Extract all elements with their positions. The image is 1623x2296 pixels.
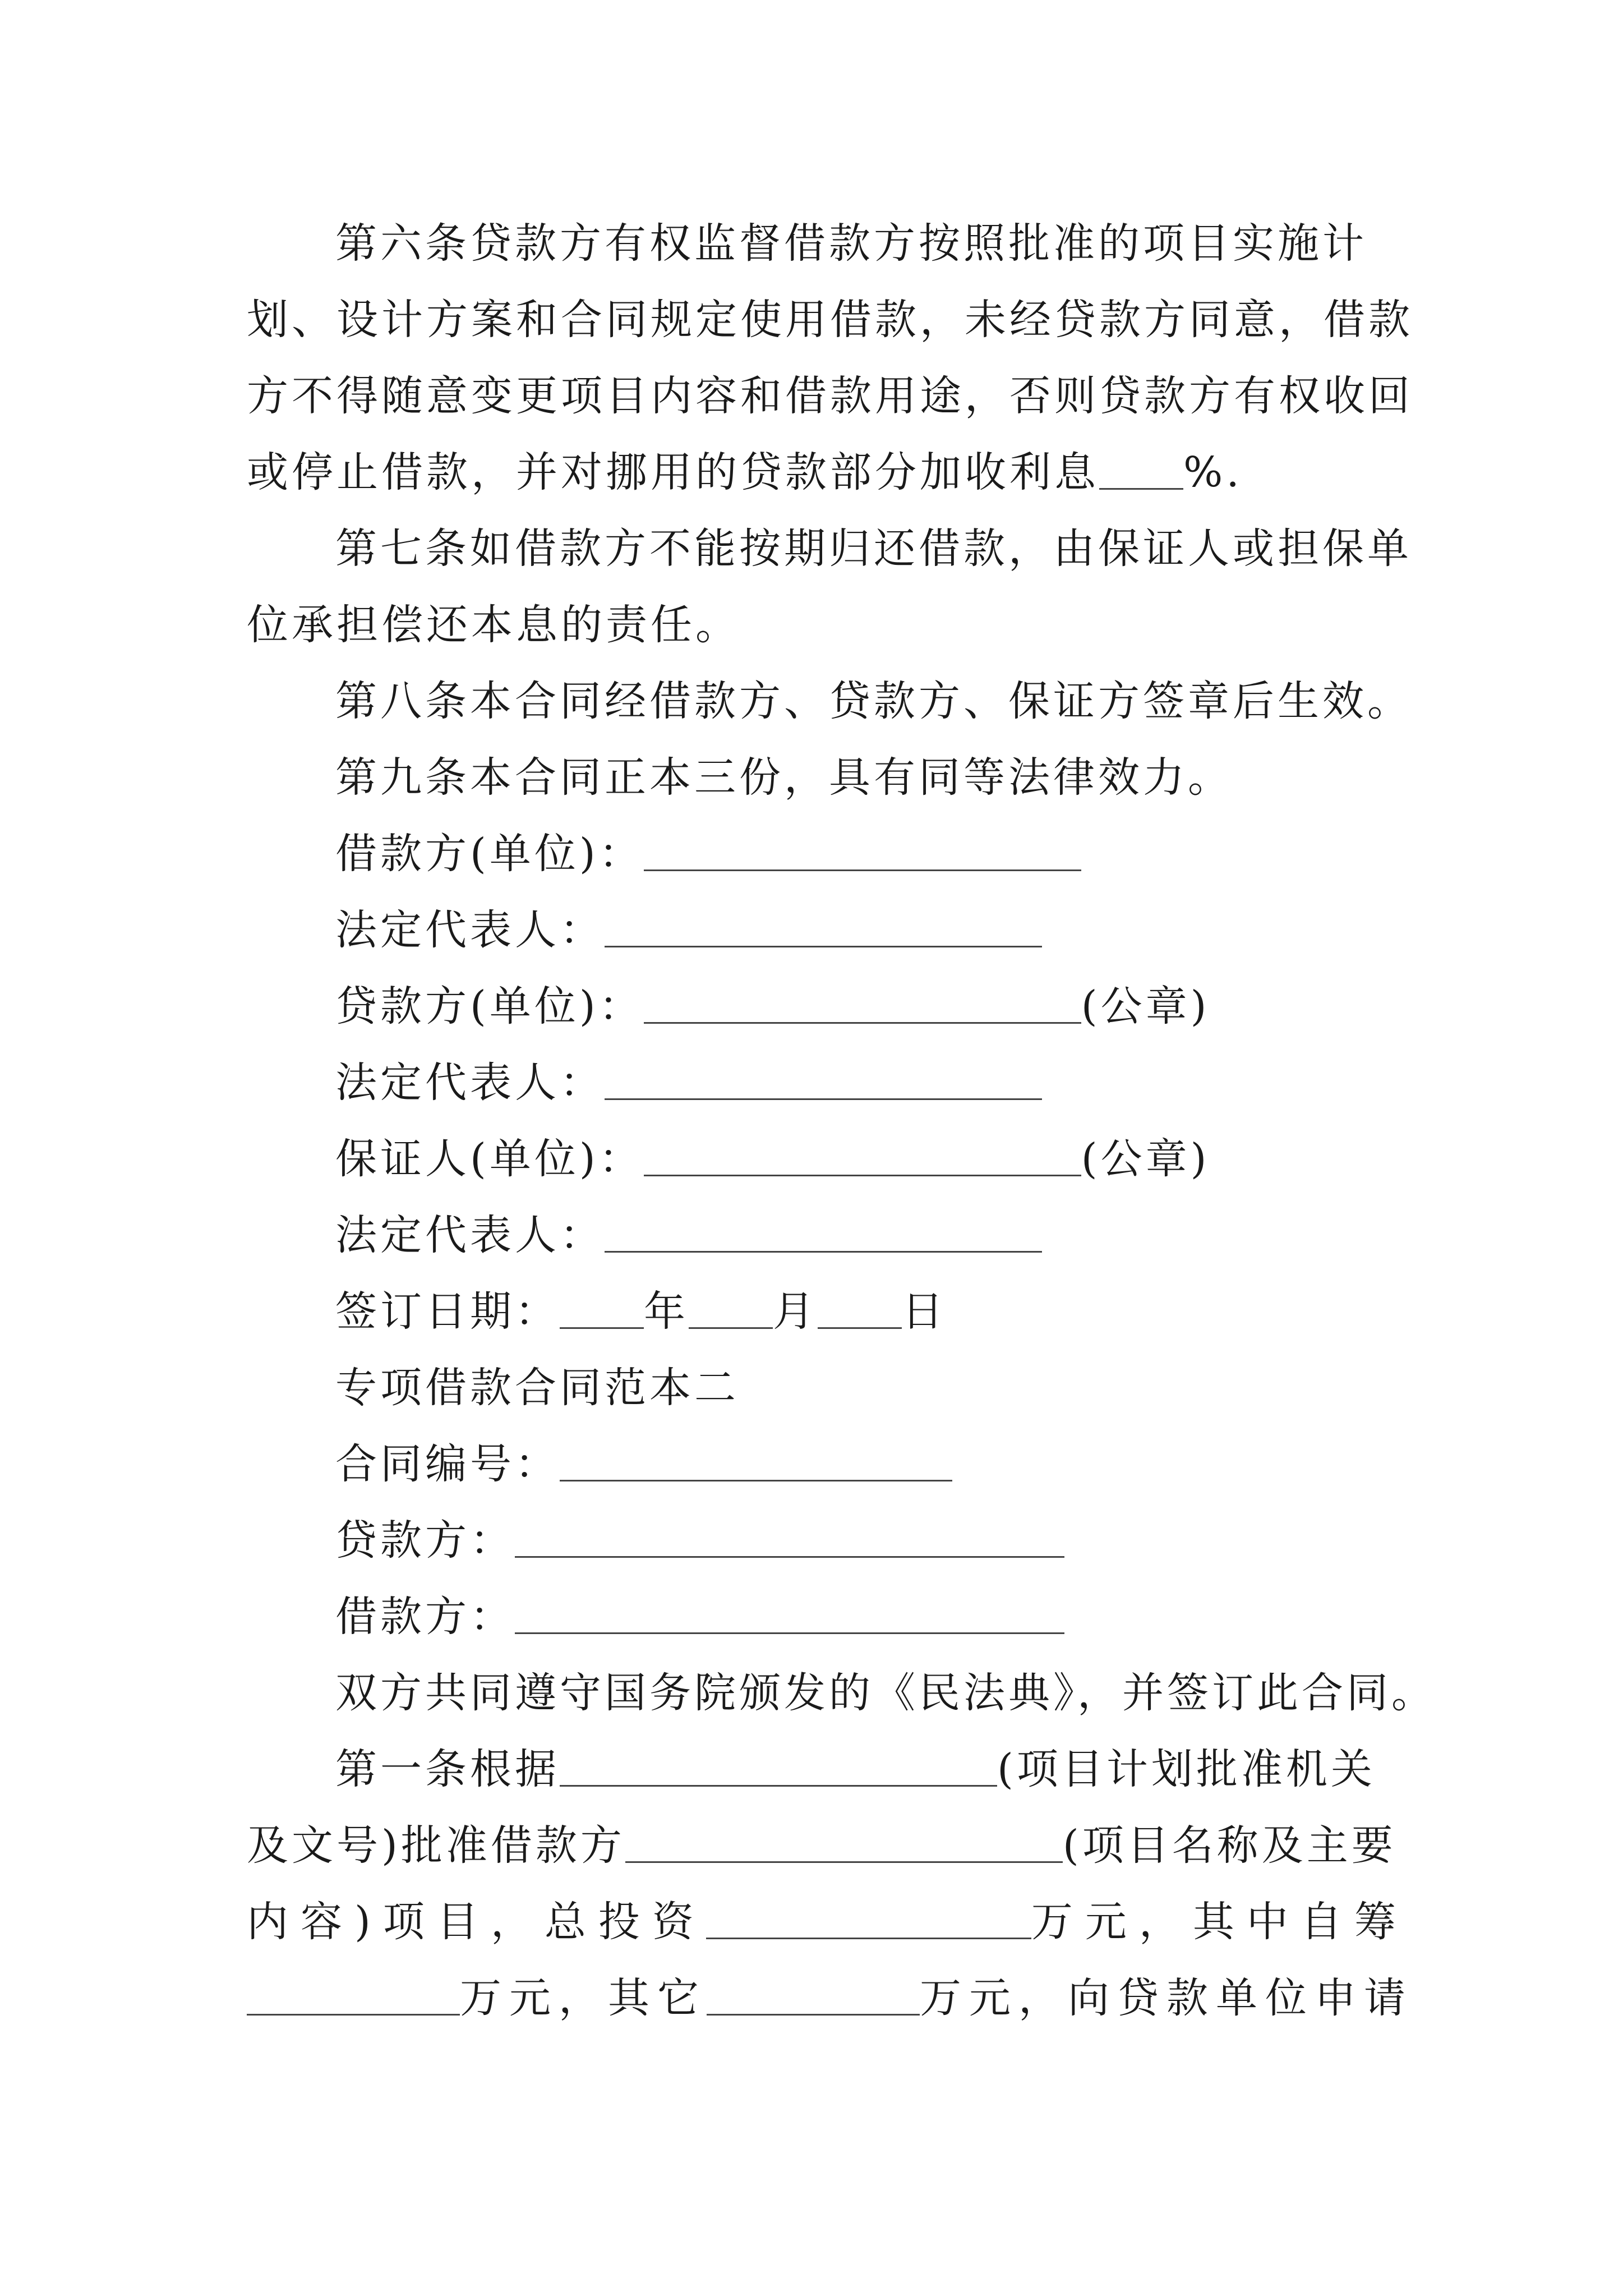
lender-label: 贷款方： <box>335 1516 515 1565</box>
article6-line4-percent: %. <box>1183 448 1243 496</box>
guarantor-unit-label: 保证人(单位)： <box>335 1135 644 1183</box>
month-label: 月 <box>773 1287 818 1336</box>
month-blank <box>689 1288 773 1329</box>
article7-line2: 位承担偿还本息的责任。 <box>247 601 740 649</box>
guarantor-unit-blank <box>644 1135 1081 1176</box>
borrower-unit-label: 借款方(单位)： <box>335 830 644 878</box>
article6-line4-text: 或停止借款，并对挪用的贷款部分加收利息 <box>247 448 1099 496</box>
borrower-label: 借款方： <box>335 1593 515 1641</box>
t2-a1-l2-post: (项目名称及主要 <box>1062 1821 1396 1870</box>
template2-title: 专项借款合同范本二 <box>335 1364 739 1412</box>
t2-a1-l1-post: (项目计划批准机关 <box>997 1745 1376 1793</box>
article7-line1: 第七条如借款方不能按期归还借款，由保证人或担保单 <box>335 524 1412 573</box>
t2-article1-line4 <box>247 1970 1413 2026</box>
contract-no-label: 合同编号： <box>335 1440 560 1488</box>
project-name-blank <box>625 1822 1063 1863</box>
t2-a1-l2-text: 及文号)批准借款方 <box>247 1821 625 1870</box>
intro-line: 双方共同遵守国务院颁发的《民法典》，并签订此合同。 <box>335 1669 1436 1717</box>
lender-seal: (公章) <box>1081 982 1210 1030</box>
article6-line1: 第六条贷款方有权监督借款方按照批准的项目实施计 <box>335 219 1367 268</box>
borrower-line <box>335 1589 1401 1645</box>
guarantor-rep-blank <box>605 1212 1042 1253</box>
article8: 第八条本合同经借款方、贷款方、保证方签章后生效。 <box>335 677 1412 725</box>
lender-unit-line <box>335 978 1401 1034</box>
sign-date-line <box>335 1283 1401 1340</box>
year-label: 年 <box>644 1287 689 1336</box>
sign-date-label: 签订日期： <box>335 1287 560 1336</box>
other-funds-blank <box>707 1975 920 2016</box>
t2-a1-l1-text: 第一条根据 <box>335 1745 560 1793</box>
guarantor-seal: (公章) <box>1081 1135 1210 1183</box>
total-investment-blank <box>706 1898 1031 1939</box>
borrower-blank <box>515 1593 1064 1634</box>
article9: 第九条本合同正本三份，具有同等法律效力。 <box>335 753 1233 802</box>
year-blank <box>560 1288 644 1329</box>
lender-rep-line <box>335 1055 1401 1111</box>
lender-line <box>335 1512 1401 1568</box>
lender-unit-blank <box>644 983 1081 1024</box>
day-blank <box>818 1288 902 1329</box>
t2-article1-line2 <box>247 1818 1396 1874</box>
article6-line2: 划、设计方案和合同规定使用借款，未经贷款方同意，借款 <box>247 296 1413 344</box>
lender-rep-blank <box>605 1059 1042 1100</box>
lender-blank <box>515 1517 1064 1558</box>
guarantor-unit-line <box>335 1131 1401 1187</box>
t2-a1-l4-mid1: 万元，其它 <box>460 1974 707 2022</box>
interest-blank <box>1099 449 1183 490</box>
t2-article1-line3 <box>247 1894 1408 1950</box>
borrower-rep-label: 法定代表人： <box>335 906 605 954</box>
guarantor-rep-label: 法定代表人： <box>335 1211 605 1259</box>
borrower-rep-line <box>335 902 1401 958</box>
article6-line4 <box>247 444 1380 500</box>
lender-unit-label: 贷款方(单位)： <box>335 982 644 1030</box>
contract-no-blank <box>560 1441 952 1481</box>
t2-a1-l4-post: 万元，向贷款单位申请 <box>920 1974 1413 2022</box>
lender-rep-label: 法定代表人： <box>335 1059 605 1107</box>
approval-authority-blank <box>560 1746 997 1787</box>
t2-a1-l3-text: 内容)项目，总投资 <box>247 1898 706 1946</box>
t2-article1-line1 <box>335 1741 1401 1797</box>
borrower-unit-blank <box>644 830 1081 871</box>
guarantor-rep-line <box>335 1207 1401 1263</box>
article6-line3: 方不得随意变更项目内容和借款用途，否则贷款方有权收回 <box>247 372 1413 420</box>
borrower-rep-blank <box>605 907 1042 947</box>
self-raised-blank <box>247 1975 460 2016</box>
contract-no-line <box>335 1436 1401 1492</box>
t2-a1-l3-mid: 万元，其中自筹 <box>1031 1898 1408 1946</box>
day-label: 日 <box>902 1287 947 1336</box>
borrower-unit-line <box>335 826 1401 882</box>
